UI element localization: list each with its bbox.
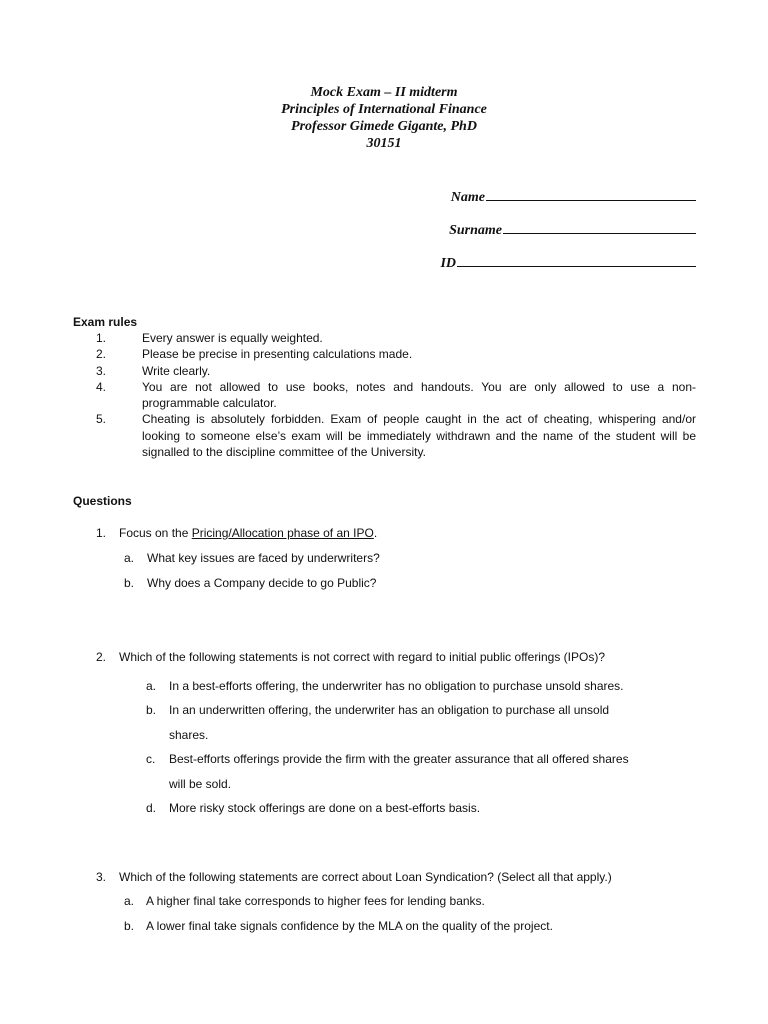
rule-item: [96, 379, 696, 412]
option-text: Why does a Company decide to go Public?: [147, 576, 377, 590]
rules-list: [96, 330, 696, 460]
rule-item: [96, 363, 696, 379]
option-letter: a.: [146, 679, 157, 693]
option-text-line: In an underwritten offering, the underwriter has an obligation to purchase all unsold: [169, 703, 610, 717]
course-title: Principles of International Finance: [281, 102, 487, 117]
id-field[interactable]: [400, 252, 696, 285]
q3-option-b: [124, 919, 553, 933]
rule-item: [96, 346, 696, 362]
question-text-prefix: Focus on the: [119, 526, 192, 540]
option-text: A lower final take signals confidence by the MLA on the quality of the project.: [146, 919, 553, 933]
surname-blank-line[interactable]: [503, 219, 696, 234]
option-text: [169, 698, 609, 747]
q2-option-c: [146, 747, 629, 796]
course-code: 30151: [366, 136, 402, 151]
rule-number: 3.: [96, 363, 107, 378]
question-underlined-topic: Pricing/Allocation phase of an IPO: [191, 526, 374, 540]
rule-item: [96, 330, 696, 346]
name-label: Name: [450, 190, 485, 205]
id-label: ID: [440, 256, 456, 271]
question-text-suffix: .: [373, 526, 378, 540]
option-letter: b.: [124, 576, 135, 590]
surname-field[interactable]: [400, 219, 696, 252]
q3-option-a: [124, 894, 485, 908]
q2-option-b: [146, 698, 609, 747]
rule-number: 1.: [96, 331, 107, 345]
question-text: Which of the following statements are correct about Loan Syndication? (Select all that apply.): [119, 870, 612, 884]
rule-text: Cheating is absolutely forbidden. Exam of people caught in the act of cheating, whispering and/or looking to someone else’s exam will be immediately withdrawn and the name of the student will be signalled to the discipline committee of the University.: [142, 412, 696, 460]
option-letter: b.: [146, 703, 157, 717]
option-letter: a.: [124, 551, 135, 565]
option-text: In a best-efforts offering, the underwriter has no obligation to purchase unsold shares.: [169, 679, 624, 693]
exam-header: [0, 84, 768, 152]
rule-item: [96, 411, 696, 460]
option-text-line: shares.: [169, 727, 209, 742]
questions-heading: Questions: [73, 494, 132, 508]
rules-heading: Exam rules: [73, 315, 138, 329]
rule-text: Please be precise in presenting calculations made.: [142, 347, 413, 362]
question-1: [96, 526, 696, 540]
option-text: A higher final take corresponds to higher fees for lending banks.: [146, 894, 485, 908]
q2-option-a: [146, 674, 624, 699]
rule-text: Every answer is equally weighted.: [142, 331, 323, 345]
surname-label: Surname: [449, 223, 502, 238]
question-number: 2.: [96, 650, 107, 664]
option-letter: a.: [124, 894, 135, 908]
professor-name: Professor Gimede Gigante, PhD: [291, 119, 477, 134]
rule-text: You are not allowed to use books, notes and handouts. You are only allowed to use a non-programmable calculator.: [142, 379, 696, 411]
name-blank-line[interactable]: [486, 186, 696, 201]
option-text: [169, 747, 629, 796]
question-text: [119, 526, 377, 540]
option-text-line: will be sold.: [169, 776, 232, 791]
q2-option-d: [146, 796, 480, 821]
exam-title: Mock Exam – II midterm: [310, 85, 458, 100]
option-text-line: Best-efforts offerings provide the firm with the greater assurance that all offered shares: [169, 752, 629, 766]
rule-number: 2.: [96, 347, 107, 362]
question-number: 1.: [96, 526, 107, 540]
option-text: What key issues are faced by underwriters?: [147, 551, 380, 565]
question-2: [96, 650, 696, 664]
name-field[interactable]: [400, 186, 696, 219]
option-letter: d.: [146, 801, 157, 815]
option-letter: b.: [124, 919, 135, 933]
id-blank-line[interactable]: [457, 252, 696, 267]
option-letter: c.: [146, 752, 156, 766]
question-3: [96, 870, 696, 884]
q1-option-b: [124, 576, 376, 590]
q1-option-a: [124, 551, 380, 565]
rule-number: 5.: [96, 412, 107, 427]
question-number: 3.: [96, 870, 107, 884]
student-fields: [400, 186, 696, 285]
option-text: More risky stock offerings are done on a best-efforts basis.: [169, 801, 481, 815]
rule-number: 4.: [96, 379, 107, 394]
rule-text: Write clearly.: [142, 363, 211, 378]
question-text: Which of the following statements is not correct with regard to initial public offerings (IPOs)?: [119, 650, 605, 664]
